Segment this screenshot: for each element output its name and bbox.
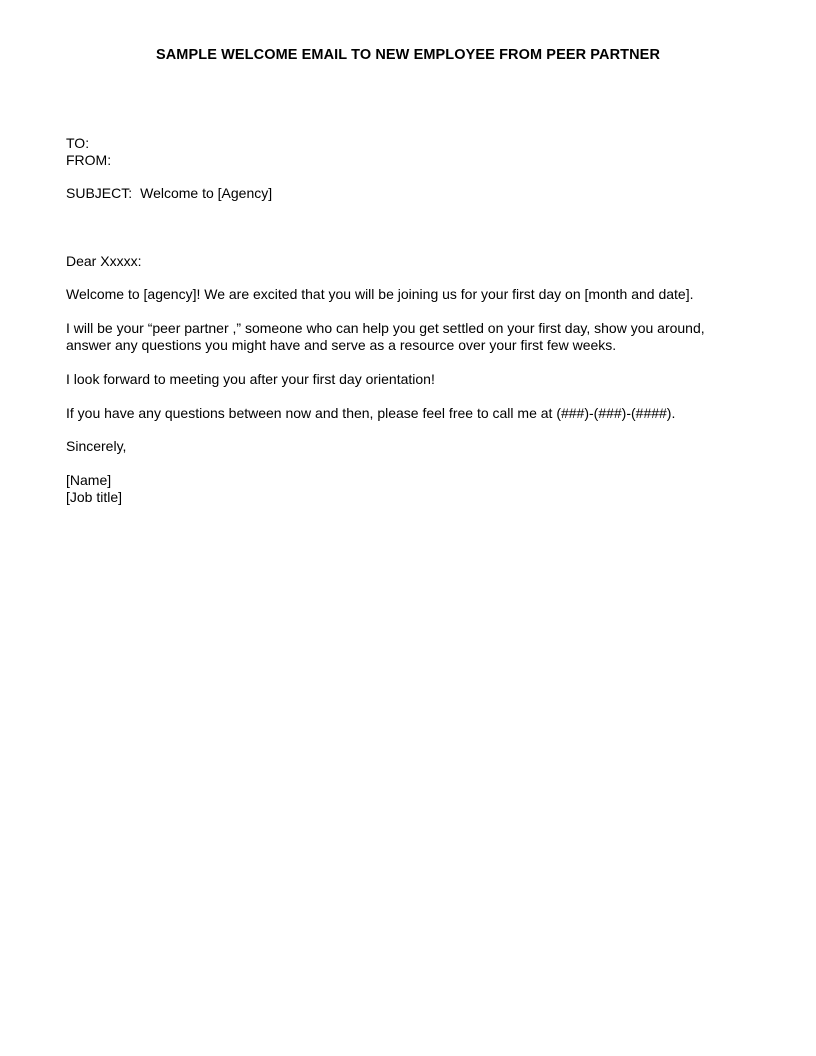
subject-label: SUBJECT:: [66, 185, 133, 201]
paragraph-welcome: Welcome to [agency]! We are excited that you will be joining us for your first day on [month and date].: [66, 286, 694, 302]
paragraph-look-forward: I look forward to meeting you after your first day orientation!: [66, 371, 435, 387]
paragraph-questions: If you have any questions between now and then, please feel free to call me at (###)-(###)-(####).: [66, 405, 676, 421]
subject-value: Welcome to [Agency]: [140, 185, 273, 201]
closing: Sincerely,: [66, 438, 127, 454]
salutation: Dear Xxxxx:: [66, 253, 142, 269]
to-label: TO:: [66, 135, 90, 151]
paragraph-peer-partner-line1: I will be your “peer partner ,” someone who can help you get settled on your first day, show you around,: [66, 320, 705, 336]
from-label: FROM:: [66, 152, 112, 168]
subject-line: [66, 185, 746, 202]
signature-name: [Name]: [66, 472, 112, 488]
document-title: SAMPLE WELCOME EMAIL TO NEW EMPLOYEE FROM PEER PARTNER: [155, 47, 661, 63]
to-line: [66, 135, 746, 152]
from-line: [66, 152, 746, 169]
signature-job-title: [Job title]: [66, 489, 123, 505]
paragraph-peer-partner-line2: answer any questions you might have and serve as a resource over your first few weeks.: [66, 337, 617, 353]
